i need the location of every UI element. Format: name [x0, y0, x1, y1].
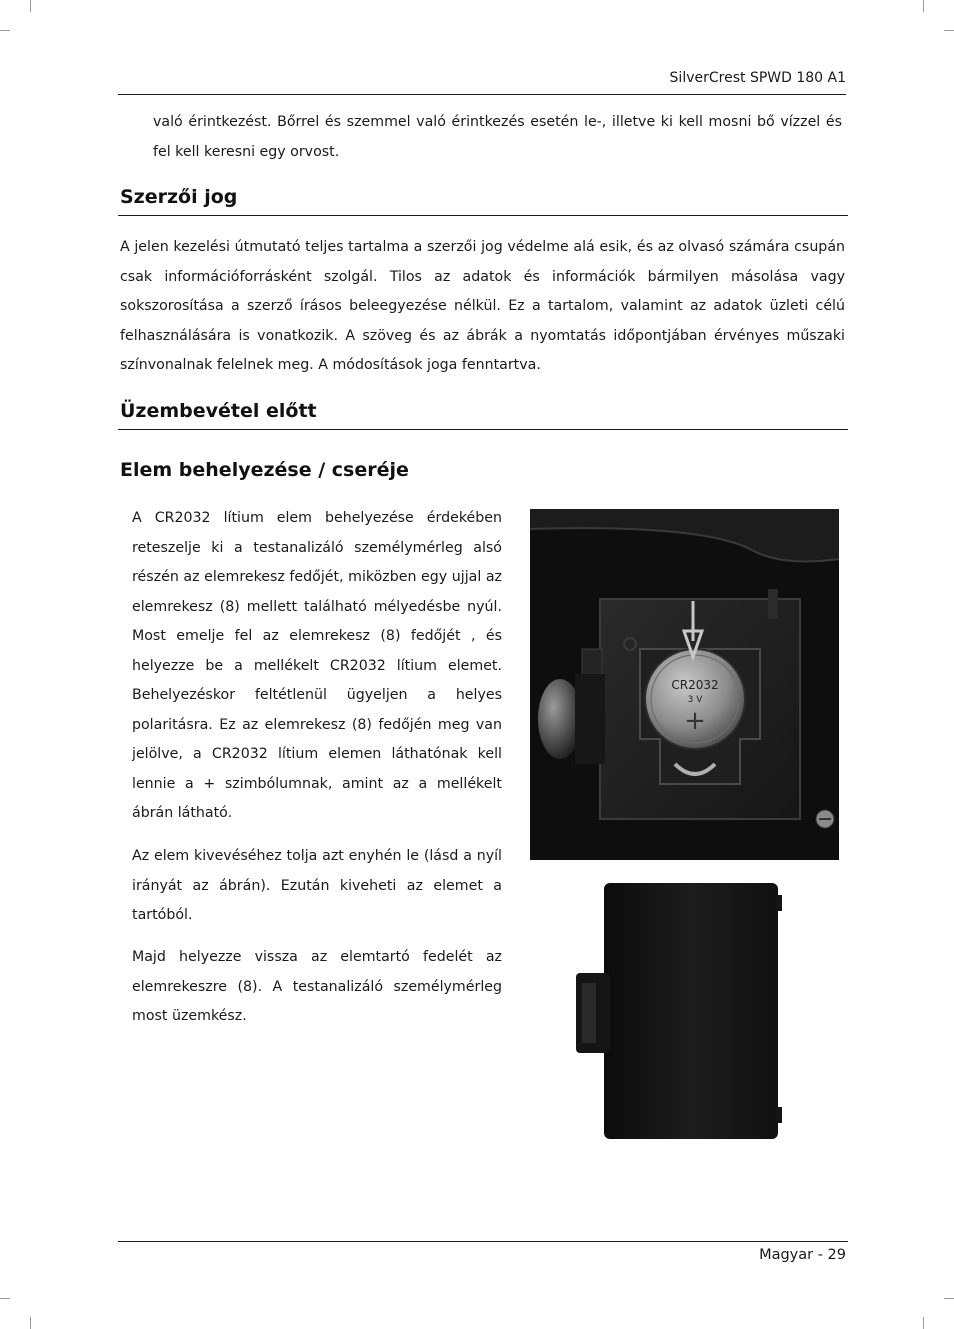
crop-mark — [0, 30, 10, 31]
intro-paragraph: való érintkezést. Bőrrel és szemmel való érintkezés esetén le-, illetve ki kell mosni bő vízzel és fel kell keresni egy orvost. — [153, 114, 842, 160]
footer-rule — [118, 1241, 848, 1242]
battery-plus-symbol: + — [684, 706, 706, 736]
header-rule — [118, 94, 846, 95]
battery-paragraph-2: Az elem kivevéséhez tolja azt enyhén le (lásd a nyíl irányát az ábrán). Ezután kiveheti az elemet a tartóból. — [132, 848, 502, 923]
crop-mark — [923, 1317, 924, 1329]
crop-mark — [30, 1317, 31, 1329]
section-rule — [118, 215, 848, 216]
crop-mark — [0, 1298, 10, 1299]
crop-mark — [923, 0, 924, 12]
section-heading-before-use: Üzembevétel előtt — [120, 400, 317, 422]
battery-paragraph-3: Majd helyezze vissza az elemtartó fedelét az elemrekeszre (8). A testanalizáló személymérleg most üzemkész. — [132, 949, 502, 1024]
page-header: SilverCrest SPWD 180 A1 — [669, 70, 846, 86]
section-heading-battery: Elem behelyezése / cseréje — [120, 459, 409, 481]
battery-compartment-photo — [530, 509, 839, 860]
battery-paragraph-1: A CR2032 lítium elem behelyezése érdekében reteszelje ki a testanalizáló személymérleg alsó részén az elemrekesz fedőjét, miközben egy ujjal az elemrekesz (8) mellett található mélyedésbe nyúl. Most emelje fel az elemrekesz (8) fedőjét , és helyezze be a mellékelt CR2032 lítium elemet. Behelyezéskor feltétlenül ügyeljen a helyes polaritásra. Ez az elemrekesz (8) fedőjén meg van jelölve, a CR2032 lítium elemen láthatónak kell lennie a + szimbólumnak, amint az a mellékelt ábrán látható. — [132, 510, 502, 821]
section-heading-copyright: Szerzői jog — [120, 186, 238, 208]
crop-mark — [944, 1298, 954, 1299]
copyright-paragraph: A jelen kezelési útmutató teljes tartalma a szerzői jog védelme alá esik, és az olvasó számára csupán csak információforrásként szolgál. Tilos az adatok és információk bármilyen másolása vagy sokszorosítása a szerző írásos beleegyezése nélkül. Ez a tartalom, valamint az adatok üzleti célú felhasználására is vonatkozik. A szöveg és az ábrák a nyomtatás időpontjában érvényes műszaki színvonalnak felelnek meg. A módosítások joga fenntartva. — [120, 239, 845, 373]
page-number: Magyar - 29 — [759, 1247, 846, 1263]
battery-label: CR2032 — [671, 678, 719, 692]
battery-voltage: 3 V — [687, 695, 703, 705]
battery-cover-photo — [574, 881, 784, 1141]
crop-mark — [30, 0, 31, 12]
section-rule — [118, 429, 848, 430]
crop-mark — [944, 30, 954, 31]
